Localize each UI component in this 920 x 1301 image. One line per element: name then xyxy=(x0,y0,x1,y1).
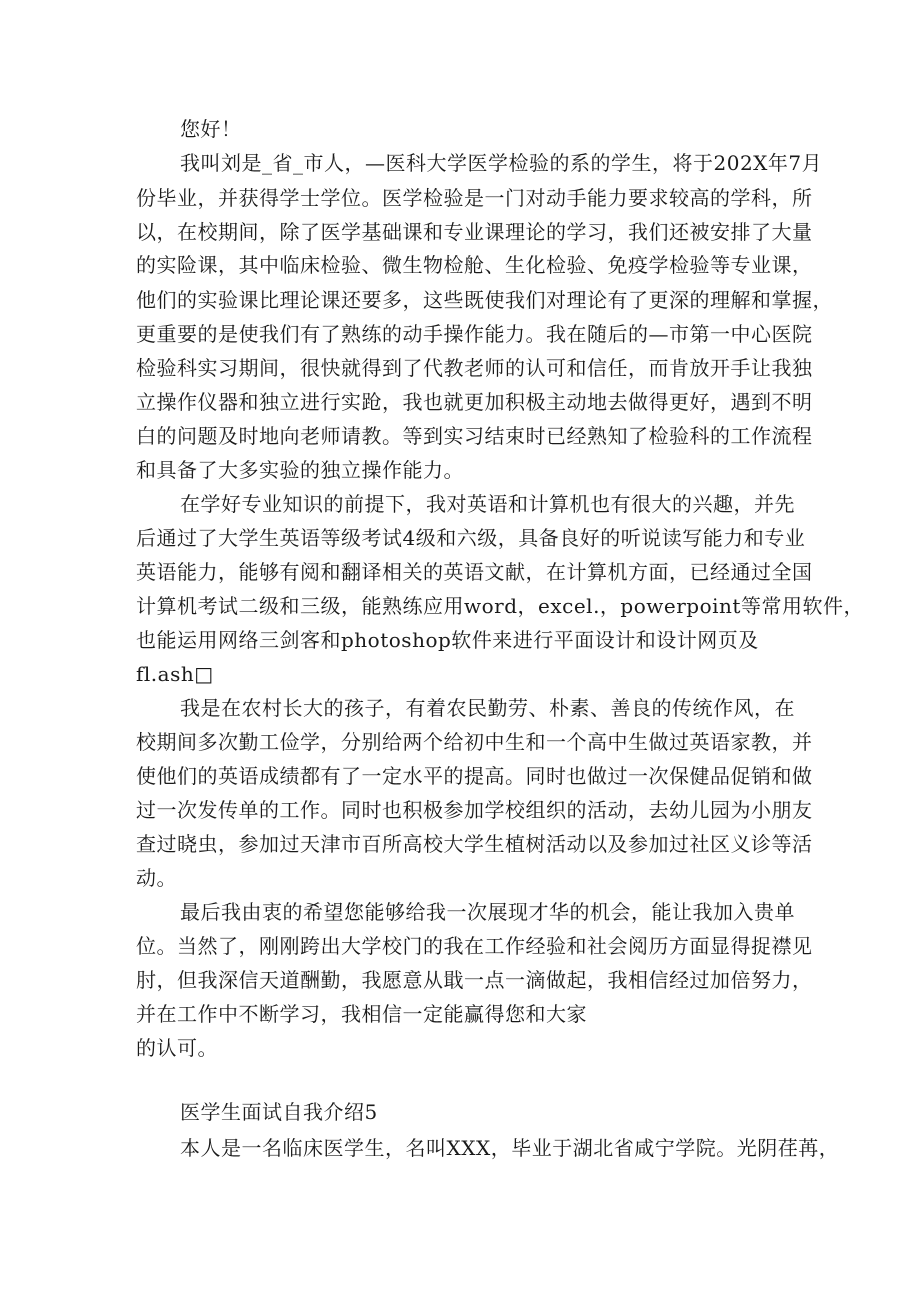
paragraph-line: 他们的实验课比理论课还要多，这些既使我们对理论有了更深的理解和掌握， xyxy=(136,288,833,312)
paragraph-line: 查过晓虫，参加过天津市百所高校大学生植树活动以及参加过社区义诊等活 xyxy=(136,832,813,856)
paragraph-line: 最后我由衷的希望您能够给我一次展现才华的机会，能让我加入贵单 xyxy=(180,900,795,924)
paragraph-line: 的实险课，其中临床检验、微生物检舱、生化检验、免疫学检验等专业课， xyxy=(136,253,813,277)
paragraph-line: 白的问题及时地向老师请教。等到实习结束时已经熟知了检验科的工作流程 xyxy=(136,424,813,448)
paragraph-line: 立操作仪器和独立进行实跄，我也就更加积极主动地去做得更好，遇到不明 xyxy=(136,390,813,414)
paragraph-line: 后通过了大学生英语等级考试4级和六级，具备良好的听说读写能力和专业 xyxy=(136,526,806,550)
paragraph-line: 动。 xyxy=(136,866,177,890)
paragraph-line: 份毕业，并获得学士学位。医学检验是一门对动手能力要求较高的学科，所 xyxy=(136,186,813,210)
paragraph-line: 肘，但我深信天道酬勤，我愿意从戢一点一滴做起，我相信经过加倍努力， xyxy=(136,968,813,992)
paragraph-line: 和具备了大多实验的独立操作能力。 xyxy=(136,458,464,482)
paragraph-line: 计算机考试二级和三级，能熟练应用word，excel.，powerpoint等常用软件， xyxy=(136,594,864,618)
paragraph-line: 并在工作中不断学习，我相信一定能赢得您和大家 xyxy=(136,1002,587,1026)
section-heading: 医学生面试自我介绍5 xyxy=(180,1100,378,1124)
paragraph-line: 本人是一名临床医学生，名叫XXX，毕业于湖北省咸宁学院。光阴荏苒， xyxy=(180,1136,840,1160)
paragraph-line: 的认可。 xyxy=(136,1036,218,1060)
greeting-line: 您好！ xyxy=(180,117,242,141)
paragraph-line: 我叫刘是_省_市人，—医科大学医学检验的系的学生，将于202X年7月 xyxy=(180,151,823,175)
paragraph-line: 更重要的是使我们有了熟练的动手操作能力。我在随后的—市第一中心医院 xyxy=(136,322,813,346)
paragraph-line: 使他们的英语成绩都有了一定水平的提高。同时也做过一次保健品促销和做 xyxy=(136,764,813,788)
paragraph-line: 英语能力，能够有阅和翻译相关的英语文献，在计算机方面，已经通过全国 xyxy=(136,560,813,584)
paragraph-line: 也能运用网络三剑客和photoshop软件来进行平面设计和设计网页及 xyxy=(136,628,759,652)
paragraph-line: 校期间多次勤工俭学，分别给两个给初中生和一个高中生做过英语家教，并 xyxy=(136,730,813,754)
paragraph-line: 位。当然了，刚刚跨出大学校门的我在工作经验和社会阅历方面显得捉襟见 xyxy=(136,934,813,958)
paragraph-line: 我是在农村长大的孩子，有着农民勤劳、朴素、善良的传统作风，在 xyxy=(180,696,795,720)
paragraph-line: 检验科实习期间，很快就得到了代教老师的认可和信任，而肯放开手让我独 xyxy=(136,356,813,380)
paragraph-line: fl.ash□ xyxy=(136,662,214,686)
paragraph-line: 过一次发传单的工作。同时也积极参加学校组织的活动，去幼儿园为小朋友 xyxy=(136,798,813,822)
paragraph-line: 以，在校期间，除了医学基础课和专业课理论的学习，我们还被安排了大量 xyxy=(136,220,813,244)
paragraph-line: 在学好专业知识的前提下，我对英语和计算机也有很大的兴趣，并先 xyxy=(180,492,795,516)
